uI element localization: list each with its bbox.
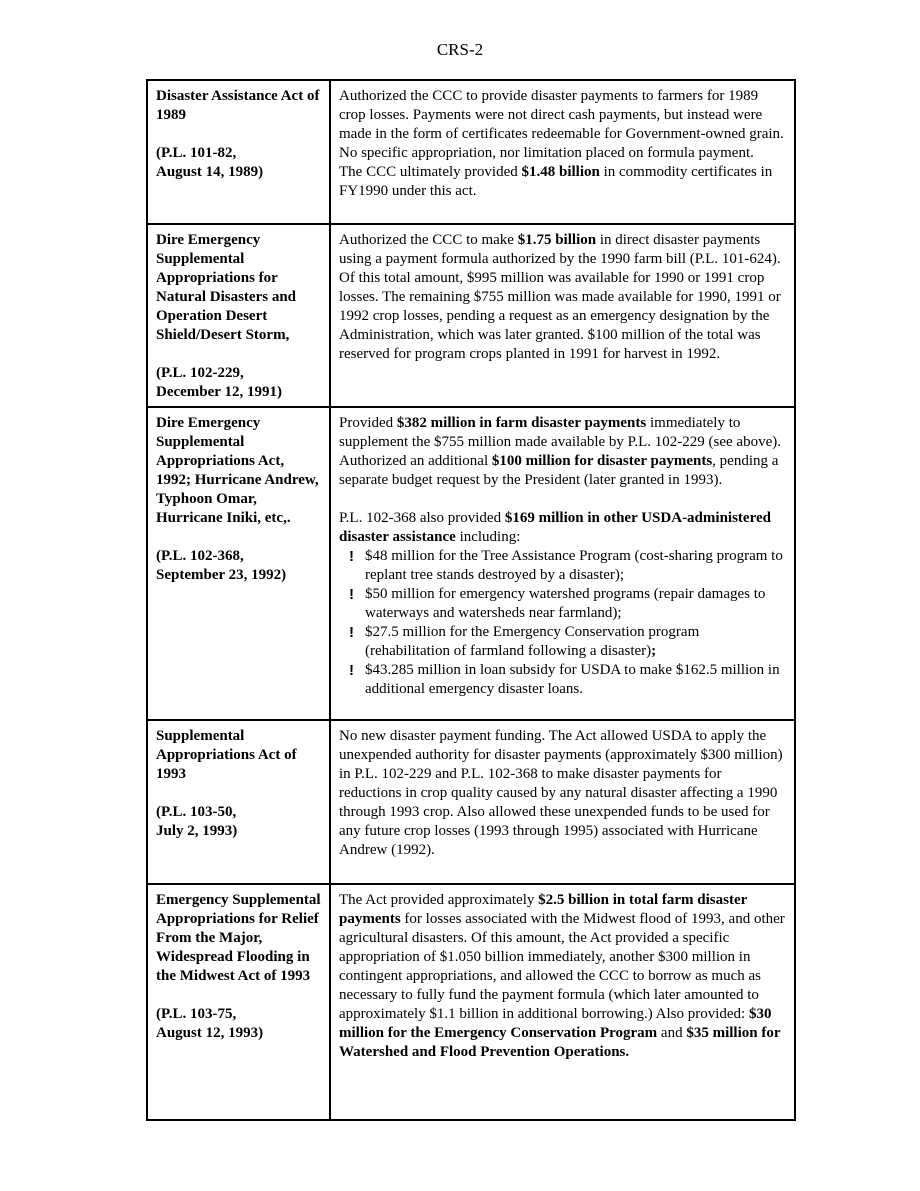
table-row: [147, 884, 795, 1120]
act-title: Dire Emergency Supplemental Appropriations Act, 1992; Hurricane Andrew, Typhoon Omar, Hurricane Iniki, etc,.: [156, 415, 319, 526]
description-emphasis: $30 million for the Emergency Conservation Program: [339, 1006, 772, 1041]
exclamation-bullet-icon: !: [349, 624, 354, 641]
act-description-cell: [330, 224, 795, 407]
act-title: Supplemental Appropriations Act of 1993: [156, 728, 297, 782]
act-citation-date: August 12, 1993): [156, 1025, 264, 1041]
description-emphasis: $169 million in other USDA-administered disaster assistance: [339, 510, 771, 545]
list-item-text: $27.5 million for the Emergency Conservation program (rehabilitation of farmland following a disaster): [365, 624, 700, 659]
list-item: [347, 661, 786, 699]
list-item-punctuation: ;: [651, 643, 657, 659]
exclamation-bullet-icon: !: [349, 548, 354, 565]
description-text: The CCC ultimately provided: [339, 164, 522, 180]
description-text: P.L. 102-368 also provided: [339, 510, 505, 526]
act-citation-date: September 23, 1992): [156, 567, 287, 583]
act-citation: (P.L. 103-50,: [156, 804, 237, 820]
description-text: in direct disaster payments using a payment formula authorized by the 1990 farm bill (P.L. 101-624). Of this total amount, $995 million was available for 1990 or 1991 crop losses. The remaining $755 million was made available for 1990, 1991 or 1992 crop losses, pending a request as an emergency designation by the Administration, which was later granted. $100 million of the total was reserved for program crops planted in 1991 for harvest in 1992.: [339, 232, 781, 362]
act-title: Emergency Supplemental Appropriations for Relief From the Major, Widespread Flooding in the Midwest Act of 1993: [156, 892, 321, 984]
act-name-cell: [147, 407, 330, 720]
list-item: [347, 585, 786, 623]
act-description-cell: [330, 407, 795, 720]
act-name-cell: [147, 884, 330, 1120]
list-item-text: $48 million for the Tree Assistance Program (cost-sharing program to replant tree stands destroyed by a disaster);: [365, 548, 783, 583]
act-citation: (P.L. 101-82,: [156, 145, 237, 161]
page-number-header: CRS-2: [436, 40, 484, 59]
table-row: [147, 407, 795, 720]
act-citation: (P.L. 102-229,: [156, 365, 244, 381]
description-emphasis: $382 million in farm disaster payments: [396, 415, 647, 431]
list-item-text: $50 million for emergency watershed programs (repair damages to waterways and watersheds near farmland);: [365, 586, 766, 621]
description-text: No new disaster payment funding. The Act allowed USDA to apply the unexpended authority for disaster payments (approximately $300 million) in P.L. 102-229 and P.L. 102-368 to make disaster payments for reductions in crop quality caused by any natural disaster affecting a 1990 through 1993 crop. Also allowed these unexpended funds to be used for any future crop losses (1993 through 1995) associated with Hurricane Andrew (1992).: [339, 728, 783, 858]
act-citation-date: July 2, 1993): [156, 823, 238, 839]
description-text: in commodity certificates in FY1990 under this act.: [339, 164, 773, 199]
disaster-acts-table: [146, 79, 796, 1121]
act-description-cell: [330, 720, 795, 884]
description-emphasis: $35 million for Watershed and Flood Prevention Operations.: [339, 1025, 781, 1060]
act-citation-date: August 14, 1989): [156, 164, 264, 180]
act-description-cell: [330, 884, 795, 1120]
description-emphasis: $1.48 billion: [521, 164, 600, 180]
description-emphasis: $1.75 billion: [517, 232, 597, 248]
act-citation: (P.L. 102-368,: [156, 548, 244, 564]
description-text: including:: [455, 529, 521, 545]
act-title: Disaster Assistance Act of 1989: [156, 88, 320, 123]
list-item: [347, 547, 786, 585]
table-row: [147, 80, 795, 224]
act-title: Dire Emergency Supplemental Appropriations for Natural Disasters and Operation Desert Shield/Desert Storm,: [156, 232, 297, 343]
act-name-cell: [147, 224, 330, 407]
act-description-cell: [330, 80, 795, 224]
list-item-text: $43.285 million in loan subsidy for USDA to make $162.5 million in additional emergency disaster loans.: [365, 662, 780, 697]
table-row: [147, 720, 795, 884]
act-citation: (P.L. 103-75,: [156, 1006, 237, 1022]
description-emphasis: $2.5 billion in total farm disaster payments: [339, 892, 748, 927]
act-citation-date: December 12, 1991): [156, 384, 282, 400]
description-text: and: [657, 1025, 687, 1041]
act-name-cell: [147, 80, 330, 224]
assistance-list: [339, 547, 786, 699]
exclamation-bullet-icon: !: [349, 586, 354, 603]
description-text: Provided: [339, 415, 397, 431]
description-text: The Act provided approximately: [339, 892, 539, 908]
description-text: Authorized the CCC to provide disaster payments to farmers for 1989 crop losses. Payments were not direct cash payments, but instead were made in the form of certificates redeemable for Government-owned grain. No specific appropriation, nor limitation placed on formula payment.: [339, 88, 784, 161]
description-text: for losses associated with the Midwest flood of 1993, and other agricultural disasters. Of this amount, the Act provided a specific appropriation of $1.050 billion immediately, another $300 million in contingent appropriations, and allowed the CCC to borrow as much as necessary to fully fund the payment formula (which later amounted to approximately $1.1 billion in additional borrowing.) Also provided:: [339, 911, 785, 1022]
table-row: [147, 224, 795, 407]
exclamation-bullet-icon: !: [349, 662, 354, 679]
list-item: [347, 623, 786, 661]
act-name-cell: [147, 720, 330, 884]
description-text: , pending a separate budget request by the President (later granted in 1993).: [339, 453, 779, 488]
description-text: Authorized the CCC to make: [339, 232, 518, 248]
description-emphasis: $100 million for disaster payments: [491, 453, 713, 469]
description-text: immediately to supplement the $755 million made available by P.L. 102-229 (see above). Authorized an additional: [339, 415, 781, 469]
